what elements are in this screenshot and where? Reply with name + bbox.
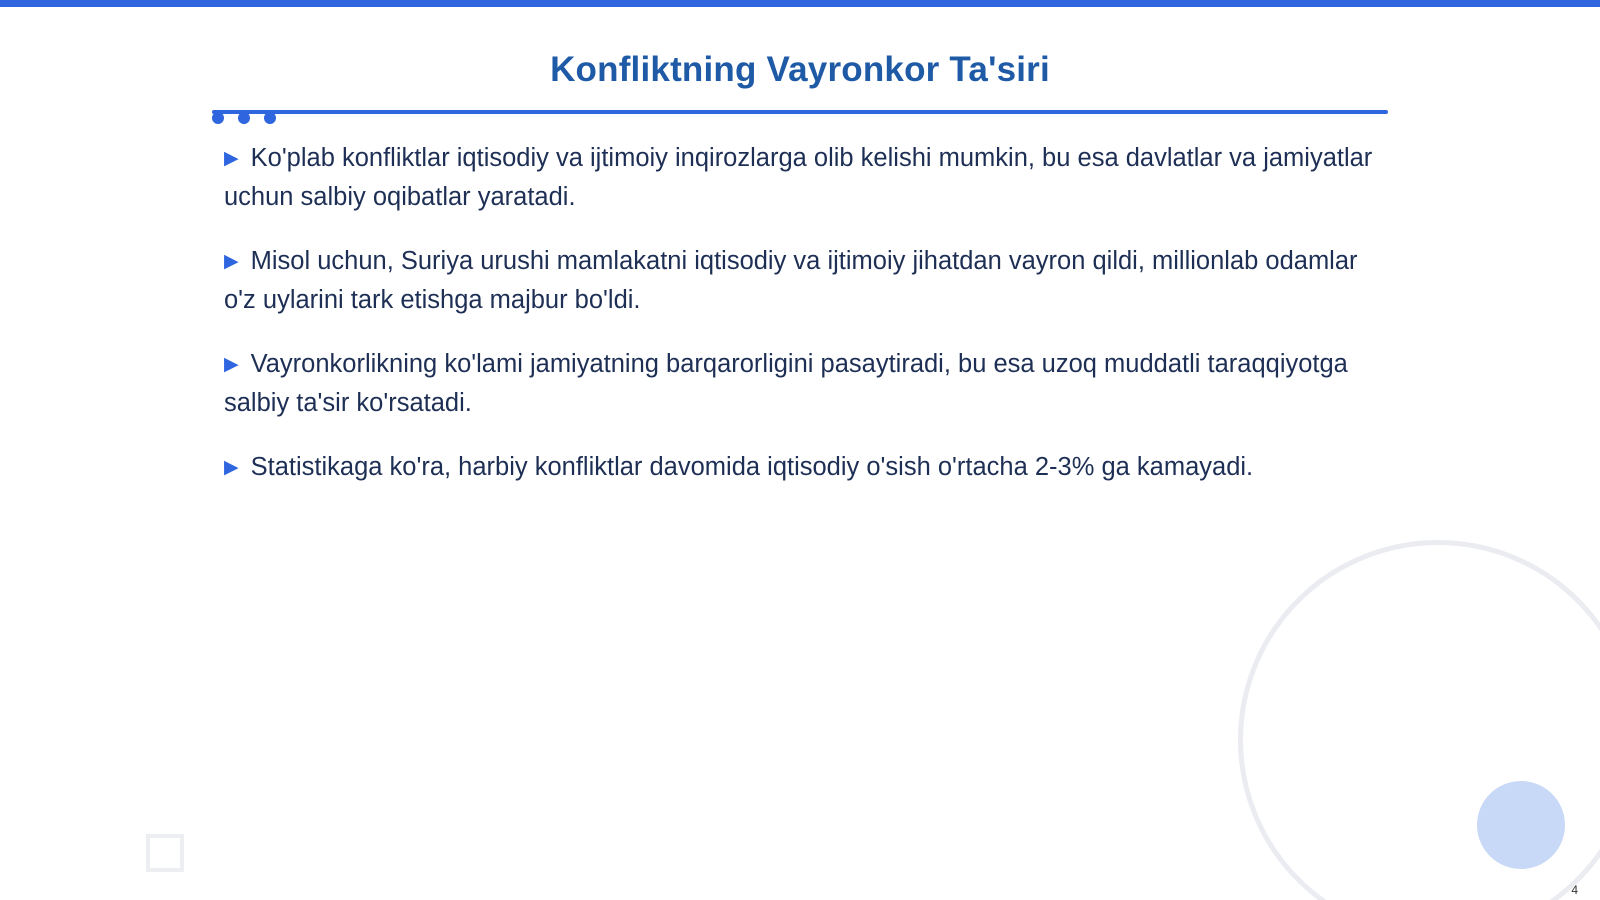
decorative-dot (238, 112, 250, 124)
bullet-item (224, 243, 1384, 318)
bullet-item (224, 346, 1384, 421)
bullet-item (224, 449, 1384, 488)
triangle-right-icon: ▶ (224, 251, 239, 272)
bullet-text: Misol uchun, Suriya urushi mamlakatni iqtisodiy va ijtimoiy jihatdan vayron qildi, millionlab odamlar o'z uylarini tark etishga majbur bo'ldi. (224, 247, 1358, 314)
slide-title: Konfliktning Vayronkor Ta'siri (550, 50, 1050, 89)
decorative-dot (212, 112, 224, 124)
page-number: 4 (1571, 883, 1578, 897)
bullet-text: Vayronkorlikning ko'lami jamiyatning barqarorligini pasaytiradi, bu esa uzoq muddatli taraqqiyotga salbiy ta'sir ko'rsatadi. (224, 350, 1348, 417)
bullet-list (224, 140, 1384, 516)
title-underline (212, 110, 1388, 114)
triangle-right-icon: ▶ (224, 354, 239, 375)
decorative-square-outline (146, 834, 184, 872)
bullet-text: Statistikaga ko'ra, harbiy konfliktlar davomida iqtisodiy o'sish o'rtacha 2-3% ga kamayadi. (250, 453, 1254, 481)
triangle-right-icon: ▶ (224, 457, 239, 478)
bullet-item (224, 140, 1384, 215)
decorative-circle-filled (1477, 781, 1565, 869)
bullet-text: Ko'plab konfliktlar iqtisodiy va ijtimoiy inqirozlarga olib kelishi mumkin, bu esa davlatlar va jamiyatlar uchun salbiy oqibatlar yaratadi. (224, 144, 1373, 211)
triangle-right-icon: ▶ (224, 148, 239, 169)
top-accent-bar (0, 0, 1600, 7)
decorative-dot (264, 112, 276, 124)
